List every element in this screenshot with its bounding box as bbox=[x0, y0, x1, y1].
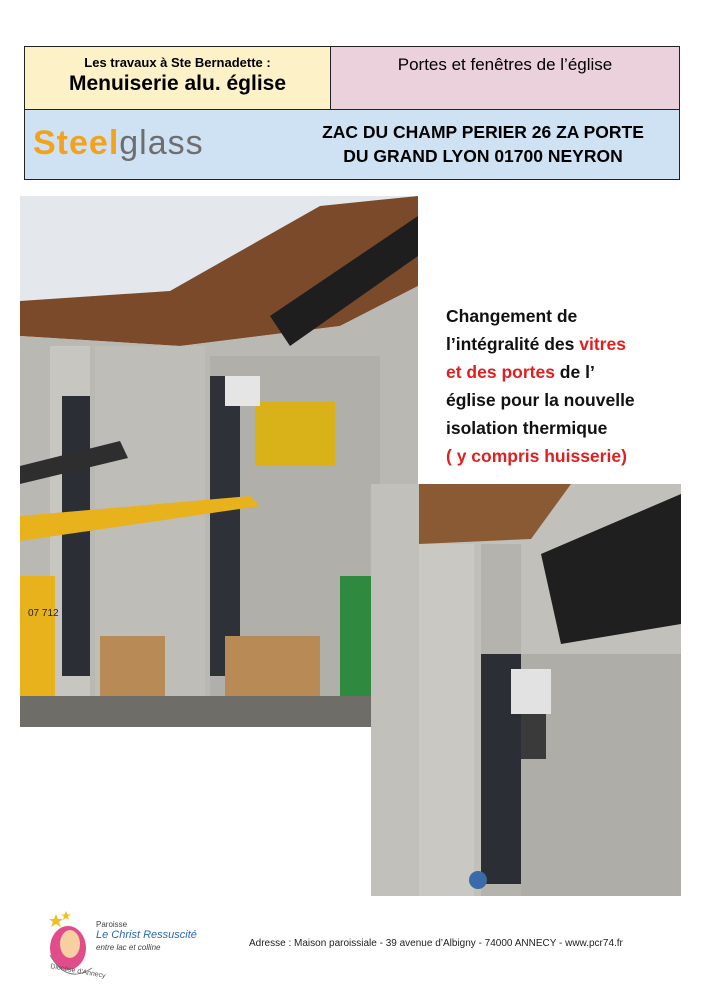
star-icon bbox=[61, 911, 71, 920]
header-table bbox=[24, 46, 680, 180]
desc-line-4: église pour la nouvelle bbox=[446, 390, 635, 410]
header-company-row bbox=[25, 110, 679, 179]
desc-line-1: Changement de bbox=[446, 306, 578, 326]
desc-line-3: et des portes de l’ bbox=[446, 362, 595, 382]
header-title-cell bbox=[25, 47, 331, 110]
star-icon bbox=[49, 914, 63, 927]
steelglass-logo: Steelglass bbox=[33, 124, 204, 162]
photo-crane-lift bbox=[20, 196, 418, 727]
desc-line-6: ( y compris huisserie) bbox=[446, 446, 627, 466]
footer-address: Adresse : Maison paroissiale - 39 avenue d’Albigny - 74000 ANNECY - www.pcr74.fr bbox=[249, 938, 623, 949]
work-description bbox=[446, 302, 686, 470]
parish-subtitle: entre lac et colline bbox=[96, 943, 161, 952]
desc-line-5: isolation thermique bbox=[446, 418, 608, 438]
desc-line-2: l’intégralité des vitres bbox=[446, 334, 626, 354]
parish-label: Paroisse bbox=[96, 920, 128, 929]
photo-glazing-robot bbox=[371, 484, 681, 896]
company-address: ZAC DU CHAMP PERIER 26 ZA PORTE DU GRAND LYON 01700 NEYRON bbox=[322, 122, 644, 166]
header-subtitle: Les travaux à Ste Bernadette : bbox=[84, 55, 271, 70]
crane-id-text: 07 712 bbox=[28, 608, 59, 619]
diocese-seal-text: Diocèse d'Annecy bbox=[49, 963, 106, 980]
header-title: Menuiserie alu. église bbox=[68, 72, 287, 95]
parish-name: Le Christ Ressuscité bbox=[96, 929, 197, 941]
header-topic: Portes et fenêtres de l’église bbox=[331, 47, 679, 110]
